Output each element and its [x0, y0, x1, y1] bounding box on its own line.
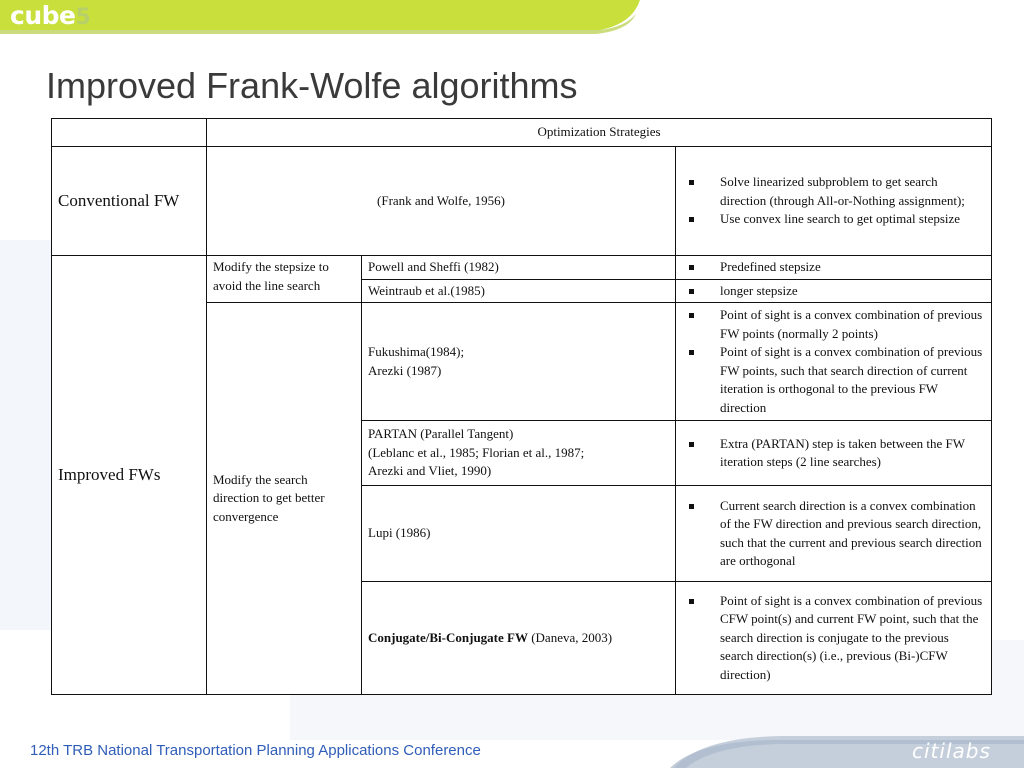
- header-cell: Optimization Strategies: [207, 119, 992, 147]
- page-title: Improved Frank-Wolfe algorithms: [46, 65, 578, 106]
- note-item: Extra (PARTAN) step is taken between the FW iteration steps (2 line searches): [682, 435, 985, 472]
- reference-cell: [362, 421, 676, 486]
- note-item: Point of sight is a convex combination of previous FW points (normally 2 points): [682, 306, 985, 343]
- table-header-row: [52, 119, 992, 147]
- note-item: Current search direction is a convex combination of the FW direction and previous search direction, such that the current and previous search direction are orthogonal: [682, 497, 985, 571]
- notes-cell: [676, 279, 992, 303]
- notes-cell: [676, 256, 992, 280]
- reference-cell: Weintraub et al.(1985): [362, 279, 676, 303]
- reference-line: Arezki (1987): [368, 362, 442, 378]
- conventional-notes: [676, 147, 992, 256]
- note-item: Solve linearized subproblem to get search direction (through All-or-Nothing assignment);: [682, 173, 985, 210]
- reference-line: PARTAN (Parallel Tangent): [368, 426, 514, 442]
- top-green-banner: [0, 0, 1024, 34]
- note-item: Point of sight is a convex combination of previous CFW point(s) and current FW point, such that the search direction is conjugate to the previous search direction(s) (i.e., previous (Bi-)CFW direction): [682, 592, 985, 685]
- improved-label: Improved FWs: [52, 256, 207, 695]
- notes-cell: [676, 421, 992, 486]
- reference-line: Arezki and Vliet, 1990): [368, 463, 492, 479]
- cube-logo: cube5: [10, 1, 91, 30]
- reference-cell: [362, 582, 676, 695]
- citilabs-logo: citilabs: [912, 739, 991, 763]
- header-empty-cell: [52, 119, 207, 147]
- direction-group-label: Modify the search direction to get better convergence: [207, 303, 362, 695]
- footer-conference: 12th TRB National Transportation Planning Applications Conference: [30, 742, 481, 759]
- notes-cell: [676, 303, 992, 421]
- notes-cell: [676, 582, 992, 695]
- reference-cell: Lupi (1986): [362, 486, 676, 582]
- reference-bold: Conjugate/Bi-Conjugate FW: [368, 629, 528, 645]
- reference-line: Fukushima(1984);: [368, 344, 465, 359]
- reference-cell: Powell and Sheffi (1982): [362, 256, 676, 280]
- reference-line: (Leblanc et al., 1985; Florian et al., 1987;: [368, 444, 585, 460]
- conventional-reference: (Frank and Wolfe, 1956): [207, 147, 676, 256]
- note-item: Predefined stepsize: [682, 258, 985, 277]
- note-item: Point of sight is a convex combination of previous FW points, such that search direction of current iteration is orthogonal to the previous FW direction: [682, 343, 985, 417]
- strategy-table: [51, 118, 992, 695]
- reference-rest: (Daneva, 2003): [527, 629, 613, 645]
- notes-cell: [676, 486, 992, 582]
- note-item: Use convex line search to get optimal stepsize: [682, 210, 985, 229]
- stepsize-group-label: Modify the stepsize to avoid the line search: [207, 256, 362, 303]
- conventional-label: Conventional FW: [52, 147, 207, 256]
- note-item: longer stepsize: [682, 282, 985, 301]
- table-row: [52, 256, 992, 280]
- table-row-conventional: [52, 147, 992, 256]
- reference-cell: [362, 303, 676, 421]
